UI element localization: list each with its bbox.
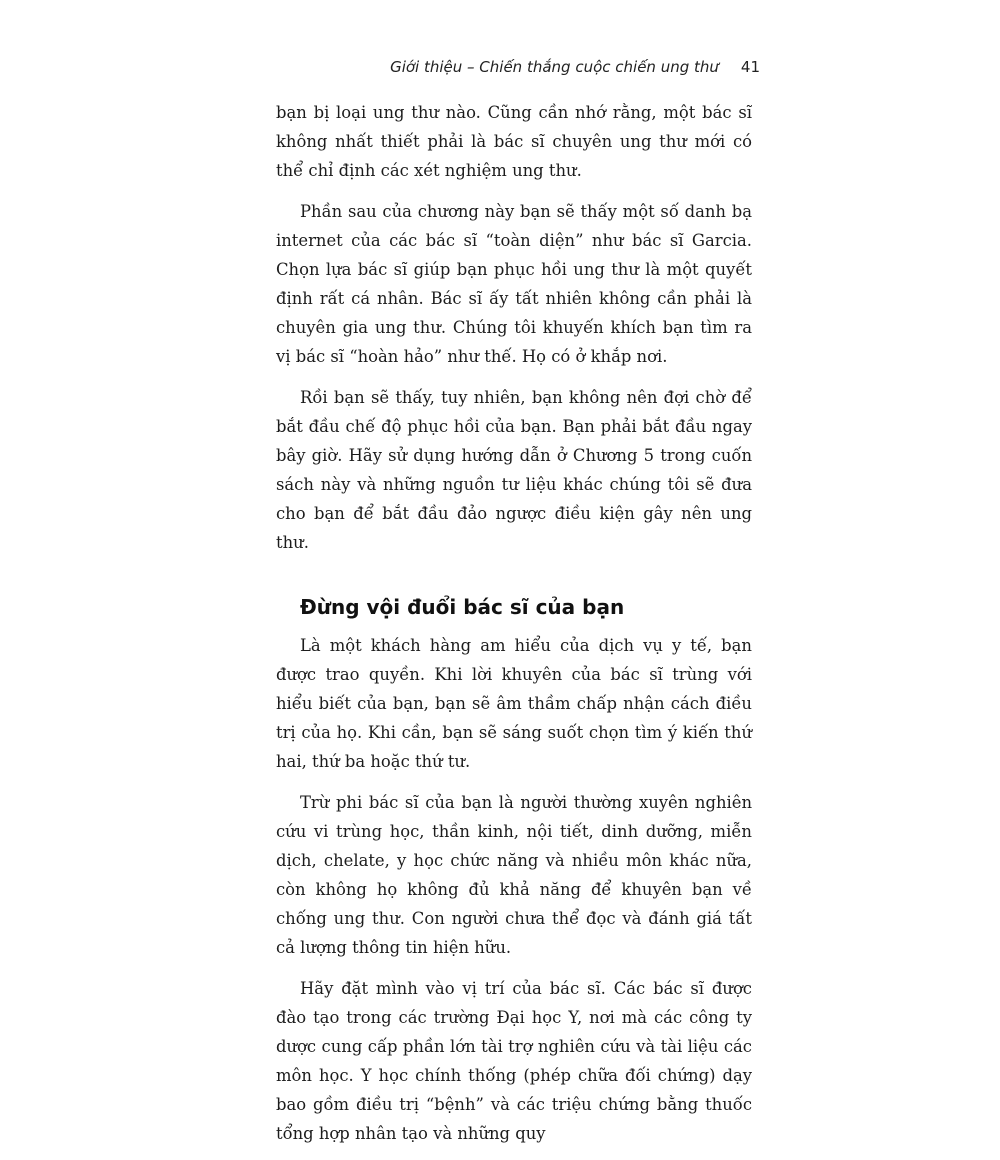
section-heading: Đừng vội đuổi bác sĩ của bạn: [300, 595, 625, 619]
page-body: [276, 98, 752, 1160]
paragraph: Là một khách hàng am hiểu của dịch vụ y tế, bạn được trao quyền. Khi lời khuyên của bác sĩ trùng với hiểu biết của bạn, bạn sẽ âm thầm chấp nhận cách điều trị của họ. Khi cần, bạn sẽ sáng suốt chọn tìm ý kiến thứ hai, thứ ba hoặc thứ tư.: [276, 636, 752, 771]
running-header: [390, 58, 760, 76]
paragraph: Rồi bạn sẽ thấy, tuy nhiên, bạn không nên đợi chờ để bắt đầu chế độ phục hồi của bạn. Bạn phải bắt đầu ngay bây giờ. Hãy sử dụng hướng dẫn ở Chương 5 trong cuốn sách này và những nguồn tư liệu khác chúng tôi sẽ đưa cho bạn để bắt đầu đảo ngược điều kiện gây nên ung thư.: [276, 388, 752, 552]
running-title: Giới thiệu – Chiến thắng cuộc chiến ung thư: [390, 58, 719, 76]
diamond-bullet-icon: [728, 65, 733, 70]
paragraph: Phần sau của chương này bạn sẽ thấy một số danh bạ internet của các bác sĩ “toàn diện” như bác sĩ Garcia. Chọn lựa bác sĩ giúp bạn phục hồi ung thư là một quyết định rất cá nhân. Bác sĩ ấy tất nhiên không cần phải là chuyên gia ung thư. Chúng tôi khuyến khích bạn tìm ra vị bác sĩ “hoàn hảo” như thế. Họ có ở khắp nơi.: [276, 202, 752, 366]
paragraph: Hãy đặt mình vào vị trí của bác sĩ. Các bác sĩ được đào tạo trong các trường Đại học Y, nơi mà các công ty dược cung cấp phần lớn tài trợ nghiên cứu và tài liệu các môn học. Y học chính thống (phép chữa đối chứng) dạy bao gồm điều trị “bệnh” và các triệu chứng bằng thuốc tổng hợp nhân tạo và những quy: [276, 979, 752, 1143]
paragraph: Trừ phi bác sĩ của bạn là người thường xuyên nghiên cứu vi trùng học, thần kinh, nội tiết, dinh dưỡng, miễn dịch, chelate, y học chức năng và nhiều môn khác nữa, còn không họ không đủ khả năng để khuyên bạn về chống ung thư. Con người chưa thể đọc và đánh giá tất cả lượng thông tin hiện hữu.: [276, 793, 752, 957]
page-number: 41: [740, 58, 760, 76]
paragraph-continued: bạn bị loại ung thư nào. Cũng cần nhớ rằng, một bác sĩ không nhất thiết phải là bác sĩ chuyên ung thư mới có thể chỉ định các xét nghiệm ung thư.: [276, 103, 752, 180]
